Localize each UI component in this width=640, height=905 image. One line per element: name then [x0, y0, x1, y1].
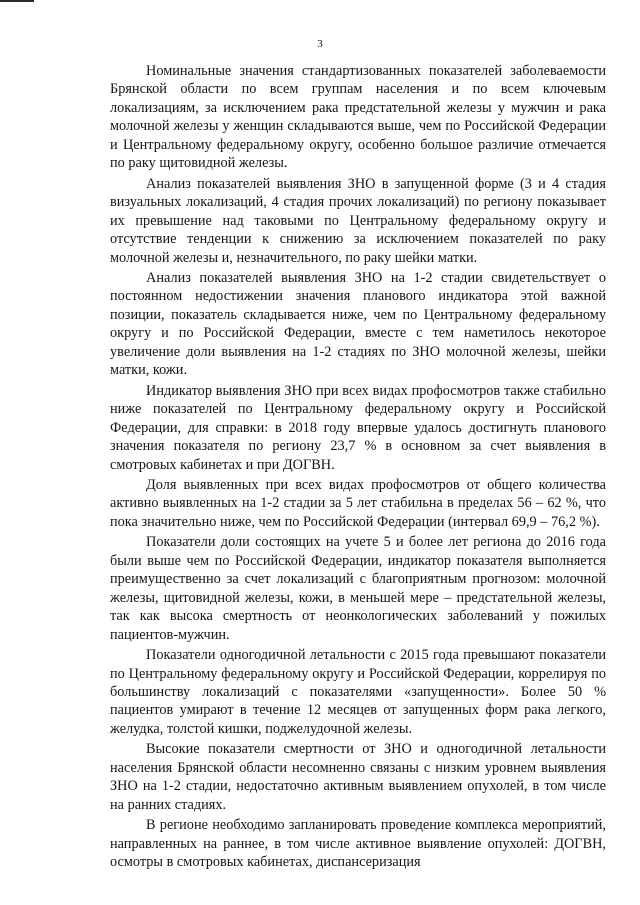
body-text [110, 62, 606, 873]
paragraph-6: Показатели доли состоящих на учете 5 и более лет региона до 2016 года были выше чем по Российской Федерации, индикатор показателя выполняется преимущественно за счет локализаций с благоприятным прогнозом: молочной железы, щитовидной железы, кожи, в меньшей мере – предстательной железы, так как высока смертность от неонкологических заболеваний у пожилых пациентов-мужчин. [110, 534, 606, 643]
top-rule [0, 0, 34, 2]
paragraph-4: Индикатор выявления ЗНО при всех видах профосмотров также стабильно ниже показателей по Центральному федеральному округу и Российской Федерации, для справки: в 2018 году впервые удалось достигнуть планового значения показателя по региону 23,7 % в основном за счет выявления в смотровых кабинетах и при ДОГВН. [110, 382, 606, 473]
paragraph-1: Номинальные значения стандартизованных показателей заболеваемости Брянской области по всем группам населения и по всем ключевым локализациям, за исключением рака предстательной железы у мужчин и рака молочной железы у женщин складываются выше, чем по Российской Федерации и Центральному федеральному округу, особенно большое различие отмечается по раку щитовидной железы. [110, 63, 606, 172]
paragraph-9: В регионе необходимо запланировать проведение комплекса мероприятий, направленных на раннее, в том числе активное выявление опухолей: ДОГВН, осмотры в смотровых кабинетах, диспансеризация [110, 817, 606, 871]
paragraph-2: Анализ показателей выявления ЗНО в запущенной форме (3 и 4 стадия визуальных локализаций, 4 стадия прочих локализаций) по региону показывает их превышение над таковыми по Центральному федеральному округу и отсутствие тенденции к снижению за исключением показателей по раку молочной железы и, незначительного, по раку шейки матки. [110, 175, 606, 266]
paragraph-7: Показатели одногодичной летальности с 2015 года превышают показатели по Центральному федеральному округу и Российской Федерации, коррелируя по большинству локализаций с показателями «запущенности». Более 50 % пациентов умирают в течение 12 месяцев от запущенных форм рака легкого, желудка, толстой кишки, поджелудочной железы. [110, 647, 606, 737]
paragraph-3: Анализ показателей выявления ЗНО на 1-2 стадии свидетельствует о постоянном недостижении значения планового индикатора этой важной позиции, показатель складывается ниже, чем по Центральному федеральному округу и по Российской Федерации, вместе с тем наметилось некоторое увеличение доли выявления на 1-2 стадиях по ЗНО молочной железы, шейки матки, кожи. [110, 269, 606, 379]
paragraph-8: Высокие показатели смертности от ЗНО и одногодичной летальности населения Брянской области несомненно связаны с низким уровнем выявления ЗНО на 1-2 стадии, недостаточно активным выявлением опухолей, в том числе на ранних стадиях. [110, 741, 606, 813]
page-number: 3 [317, 38, 323, 50]
paragraph-5: Доля выявленных при всех видах профосмотров от общего количества активно выявленных на 1-2 стадии за 5 лет стабильна в пределах 56 – 62 %, что пока значительно ниже, чем по Российской Федерации (интервал 69,9 – 76,2 %). [110, 476, 606, 530]
